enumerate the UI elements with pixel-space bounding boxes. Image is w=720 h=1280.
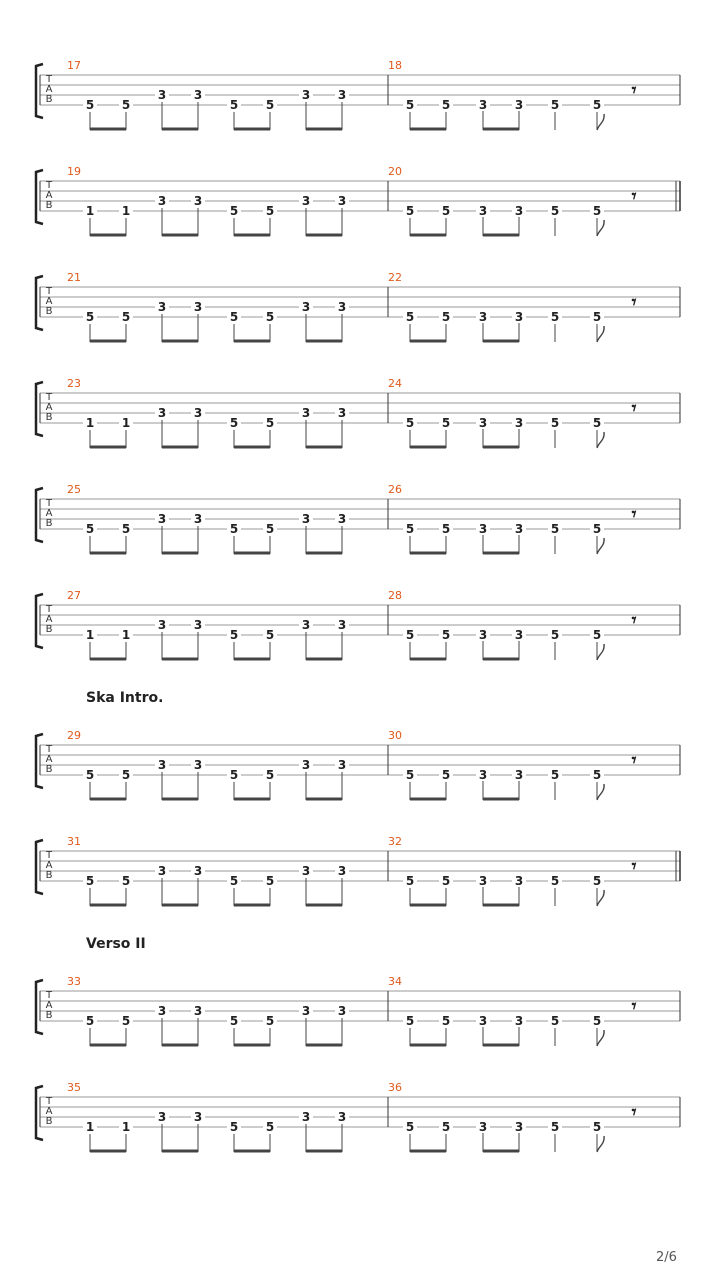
fret-number: 3 bbox=[335, 89, 349, 101]
fret-number: 3 bbox=[476, 99, 490, 111]
fret-number: 5 bbox=[227, 417, 241, 429]
staff-svg bbox=[0, 60, 720, 160]
fret-number: 5 bbox=[119, 875, 133, 887]
note-flag bbox=[597, 890, 604, 906]
fret-number: 5 bbox=[403, 1015, 417, 1027]
tab-clef-letter: A bbox=[45, 860, 53, 871]
note-flag bbox=[597, 644, 604, 660]
fret-number: 5 bbox=[227, 99, 241, 111]
fret-number: 5 bbox=[590, 205, 604, 217]
fret-number: 5 bbox=[590, 629, 604, 641]
tab-clef-letter: B bbox=[45, 94, 53, 105]
fret-number: 5 bbox=[403, 875, 417, 887]
fret-number: 5 bbox=[263, 875, 277, 887]
fret-number: 5 bbox=[263, 417, 277, 429]
fret-number: 5 bbox=[590, 1015, 604, 1027]
eighth-rest-icon: 𝄾 bbox=[631, 856, 637, 877]
fret-number: 5 bbox=[403, 629, 417, 641]
eighth-rest-icon: 𝄾 bbox=[631, 610, 637, 631]
fret-number: 5 bbox=[83, 523, 97, 535]
measure-number: 36 bbox=[388, 1081, 402, 1094]
fret-number: 5 bbox=[439, 1121, 453, 1133]
staff-system bbox=[0, 272, 720, 372]
fret-number: 5 bbox=[263, 205, 277, 217]
measure-number: 29 bbox=[67, 729, 81, 742]
fret-number: 1 bbox=[119, 417, 133, 429]
fret-number: 3 bbox=[335, 513, 349, 525]
fret-number: 3 bbox=[476, 523, 490, 535]
eighth-rest-icon: 𝄾 bbox=[631, 750, 637, 771]
page-number: 2/6 bbox=[656, 1250, 677, 1265]
fret-number: 3 bbox=[191, 195, 205, 207]
staff-system bbox=[0, 976, 720, 1076]
tab-clef-letter: T bbox=[45, 498, 53, 509]
fret-number: 3 bbox=[476, 1015, 490, 1027]
tab-clef-letter: B bbox=[45, 306, 53, 317]
fret-number: 5 bbox=[119, 769, 133, 781]
measure-number: 25 bbox=[67, 483, 81, 496]
tab-clef-letter: A bbox=[45, 190, 53, 201]
staff-svg bbox=[0, 1082, 720, 1182]
fret-number: 5 bbox=[119, 523, 133, 535]
fret-number: 1 bbox=[119, 1121, 133, 1133]
fret-number: 3 bbox=[191, 407, 205, 419]
fret-number: 3 bbox=[191, 1005, 205, 1017]
fret-number: 5 bbox=[439, 769, 453, 781]
staff-svg bbox=[0, 836, 720, 936]
tab-clef-letter: T bbox=[45, 180, 53, 191]
fret-number: 5 bbox=[403, 205, 417, 217]
measure-number: 35 bbox=[67, 1081, 81, 1094]
fret-number: 1 bbox=[119, 205, 133, 217]
note-flag bbox=[597, 784, 604, 800]
fret-number: 3 bbox=[512, 1121, 526, 1133]
fret-number: 5 bbox=[439, 629, 453, 641]
eighth-rest-icon: 𝄾 bbox=[631, 398, 637, 419]
staff-system bbox=[0, 378, 720, 478]
note-flag bbox=[597, 220, 604, 236]
fret-number: 5 bbox=[590, 99, 604, 111]
fret-number: 3 bbox=[512, 1015, 526, 1027]
measure-number: 18 bbox=[388, 59, 402, 72]
staff-svg bbox=[0, 484, 720, 584]
fret-number: 3 bbox=[299, 865, 313, 877]
fret-number: 5 bbox=[403, 769, 417, 781]
fret-number: 3 bbox=[299, 619, 313, 631]
fret-number: 3 bbox=[512, 523, 526, 535]
fret-number: 3 bbox=[512, 769, 526, 781]
staff-system bbox=[0, 836, 720, 936]
fret-number: 5 bbox=[83, 769, 97, 781]
fret-number: 5 bbox=[227, 1015, 241, 1027]
tab-clef-letter: T bbox=[45, 604, 53, 615]
tab-clef-letter: A bbox=[45, 1000, 53, 1011]
tab-clef-letter: T bbox=[45, 1096, 53, 1107]
measure-number: 33 bbox=[67, 975, 81, 988]
fret-number: 3 bbox=[512, 875, 526, 887]
fret-number: 5 bbox=[83, 875, 97, 887]
fret-number: 5 bbox=[439, 311, 453, 323]
measure-number: 34 bbox=[388, 975, 402, 988]
fret-number: 3 bbox=[476, 417, 490, 429]
measure-number: 30 bbox=[388, 729, 402, 742]
fret-number: 3 bbox=[299, 1005, 313, 1017]
fret-number: 5 bbox=[403, 523, 417, 535]
fret-number: 5 bbox=[227, 629, 241, 641]
fret-number: 5 bbox=[119, 99, 133, 111]
staff-system bbox=[0, 590, 720, 690]
tab-clef-letter: B bbox=[45, 200, 53, 211]
staff-svg bbox=[0, 166, 720, 266]
fret-number: 5 bbox=[263, 1015, 277, 1027]
measure-number: 23 bbox=[67, 377, 81, 390]
measure-number: 17 bbox=[67, 59, 81, 72]
fret-number: 3 bbox=[512, 99, 526, 111]
fret-number: 3 bbox=[299, 301, 313, 313]
fret-number: 5 bbox=[263, 99, 277, 111]
fret-number: 3 bbox=[335, 407, 349, 419]
fret-number: 5 bbox=[439, 875, 453, 887]
fret-number: 5 bbox=[119, 1015, 133, 1027]
fret-number: 5 bbox=[403, 99, 417, 111]
eighth-rest-icon: 𝄾 bbox=[631, 1102, 637, 1123]
fret-number: 3 bbox=[299, 513, 313, 525]
fret-number: 3 bbox=[335, 195, 349, 207]
fret-number: 5 bbox=[548, 523, 562, 535]
measure-number: 20 bbox=[388, 165, 402, 178]
tab-clef-letter: A bbox=[45, 754, 53, 765]
fret-number: 3 bbox=[191, 301, 205, 313]
fret-number: 5 bbox=[227, 769, 241, 781]
fret-number: 5 bbox=[590, 523, 604, 535]
fret-number: 3 bbox=[191, 89, 205, 101]
measure-number: 31 bbox=[67, 835, 81, 848]
tab-clef-letter: A bbox=[45, 614, 53, 625]
fret-number: 1 bbox=[83, 205, 97, 217]
fret-number: 5 bbox=[548, 417, 562, 429]
fret-number: 3 bbox=[155, 1111, 169, 1123]
fret-number: 5 bbox=[227, 311, 241, 323]
measure-number: 27 bbox=[67, 589, 81, 602]
fret-number: 5 bbox=[263, 1121, 277, 1133]
staff-system bbox=[0, 60, 720, 160]
fret-number: 3 bbox=[335, 865, 349, 877]
fret-number: 5 bbox=[227, 1121, 241, 1133]
staff-svg bbox=[0, 976, 720, 1076]
fret-number: 3 bbox=[476, 311, 490, 323]
tab-clef-letter: T bbox=[45, 392, 53, 403]
staff-svg bbox=[0, 590, 720, 690]
fret-number: 1 bbox=[83, 629, 97, 641]
fret-number: 3 bbox=[335, 1111, 349, 1123]
fret-number: 3 bbox=[299, 407, 313, 419]
tab-clef-letter: B bbox=[45, 764, 53, 775]
measure-number: 24 bbox=[388, 377, 402, 390]
fret-number: 5 bbox=[119, 311, 133, 323]
fret-number: 3 bbox=[155, 513, 169, 525]
fret-number: 3 bbox=[335, 1005, 349, 1017]
fret-number: 3 bbox=[299, 195, 313, 207]
tab-clef-letter: T bbox=[45, 850, 53, 861]
fret-number: 5 bbox=[548, 1015, 562, 1027]
fret-number: 5 bbox=[403, 417, 417, 429]
fret-number: 3 bbox=[299, 759, 313, 771]
note-flag bbox=[597, 538, 604, 554]
tab-clef-letter: A bbox=[45, 508, 53, 519]
fret-number: 5 bbox=[590, 1121, 604, 1133]
eighth-rest-icon: 𝄾 bbox=[631, 80, 637, 101]
tab-clef-letter: T bbox=[45, 744, 53, 755]
fret-number: 5 bbox=[548, 99, 562, 111]
fret-number: 3 bbox=[335, 619, 349, 631]
fret-number: 3 bbox=[335, 301, 349, 313]
fret-number: 3 bbox=[191, 513, 205, 525]
staff-system bbox=[0, 484, 720, 584]
fret-number: 5 bbox=[590, 875, 604, 887]
measure-number: 19 bbox=[67, 165, 81, 178]
fret-number: 5 bbox=[439, 205, 453, 217]
tab-clef-letter: A bbox=[45, 1106, 53, 1117]
fret-number: 5 bbox=[83, 99, 97, 111]
note-flag bbox=[597, 1136, 604, 1152]
staff-system bbox=[0, 1082, 720, 1182]
fret-number: 5 bbox=[83, 311, 97, 323]
tab-clef-letter: B bbox=[45, 518, 53, 529]
fret-number: 5 bbox=[439, 523, 453, 535]
fret-number: 5 bbox=[227, 523, 241, 535]
tab-clef-letter: A bbox=[45, 84, 53, 95]
note-flag bbox=[597, 432, 604, 448]
tab-clef-letter: T bbox=[45, 286, 53, 297]
fret-number: 3 bbox=[512, 629, 526, 641]
fret-number: 3 bbox=[512, 205, 526, 217]
measure-number: 26 bbox=[388, 483, 402, 496]
fret-number: 3 bbox=[476, 875, 490, 887]
tab-clef-letter: A bbox=[45, 402, 53, 413]
measure-number: 28 bbox=[388, 589, 402, 602]
measure-number: 21 bbox=[67, 271, 81, 284]
fret-number: 3 bbox=[155, 407, 169, 419]
fret-number: 3 bbox=[476, 629, 490, 641]
tab-clef-letter: A bbox=[45, 296, 53, 307]
fret-number: 3 bbox=[476, 769, 490, 781]
eighth-rest-icon: 𝄾 bbox=[631, 504, 637, 525]
fret-number: 5 bbox=[83, 1015, 97, 1027]
eighth-rest-icon: 𝄾 bbox=[631, 292, 637, 313]
fret-number: 3 bbox=[476, 1121, 490, 1133]
staff-system bbox=[0, 166, 720, 266]
fret-number: 5 bbox=[403, 1121, 417, 1133]
fret-number: 1 bbox=[83, 417, 97, 429]
eighth-rest-icon: 𝄾 bbox=[631, 186, 637, 207]
tab-clef-letter: B bbox=[45, 1010, 53, 1021]
fret-number: 5 bbox=[590, 769, 604, 781]
fret-number: 3 bbox=[155, 619, 169, 631]
fret-number: 3 bbox=[476, 205, 490, 217]
fret-number: 5 bbox=[263, 629, 277, 641]
measure-number: 32 bbox=[388, 835, 402, 848]
staff-svg bbox=[0, 378, 720, 478]
fret-number: 5 bbox=[548, 769, 562, 781]
fret-number: 5 bbox=[403, 311, 417, 323]
tab-clef-letter: T bbox=[45, 74, 53, 85]
fret-number: 5 bbox=[548, 205, 562, 217]
section-label: Ska Intro. bbox=[86, 690, 164, 706]
fret-number: 3 bbox=[191, 759, 205, 771]
fret-number: 5 bbox=[263, 523, 277, 535]
fret-number: 5 bbox=[227, 875, 241, 887]
fret-number: 1 bbox=[119, 629, 133, 641]
measure-number: 22 bbox=[388, 271, 402, 284]
tab-clef-letter: B bbox=[45, 870, 53, 881]
staff-svg bbox=[0, 272, 720, 372]
fret-number: 5 bbox=[548, 311, 562, 323]
fret-number: 5 bbox=[439, 1015, 453, 1027]
tab-clef-letter: B bbox=[45, 412, 53, 423]
fret-number: 3 bbox=[155, 195, 169, 207]
fret-number: 1 bbox=[83, 1121, 97, 1133]
fret-number: 3 bbox=[512, 311, 526, 323]
fret-number: 3 bbox=[512, 417, 526, 429]
fret-number: 5 bbox=[548, 875, 562, 887]
fret-number: 5 bbox=[439, 417, 453, 429]
note-flag bbox=[597, 114, 604, 130]
note-flag bbox=[597, 1030, 604, 1046]
staff-svg bbox=[0, 730, 720, 830]
fret-number: 5 bbox=[263, 311, 277, 323]
fret-number: 3 bbox=[191, 865, 205, 877]
fret-number: 3 bbox=[191, 1111, 205, 1123]
fret-number: 3 bbox=[299, 89, 313, 101]
fret-number: 3 bbox=[155, 1005, 169, 1017]
fret-number: 5 bbox=[548, 629, 562, 641]
fret-number: 5 bbox=[590, 417, 604, 429]
fret-number: 3 bbox=[155, 865, 169, 877]
fret-number: 5 bbox=[590, 311, 604, 323]
fret-number: 3 bbox=[299, 1111, 313, 1123]
tab-clef-letter: T bbox=[45, 990, 53, 1001]
section-label: Verso II bbox=[86, 936, 146, 952]
fret-number: 3 bbox=[155, 759, 169, 771]
fret-number: 3 bbox=[191, 619, 205, 631]
fret-number: 5 bbox=[548, 1121, 562, 1133]
fret-number: 5 bbox=[227, 205, 241, 217]
staff-system bbox=[0, 730, 720, 830]
tab-clef-letter: B bbox=[45, 624, 53, 635]
note-flag bbox=[597, 326, 604, 342]
fret-number: 5 bbox=[439, 99, 453, 111]
fret-number: 5 bbox=[263, 769, 277, 781]
tab-clef-letter: B bbox=[45, 1116, 53, 1127]
fret-number: 3 bbox=[335, 759, 349, 771]
fret-number: 3 bbox=[155, 301, 169, 313]
eighth-rest-icon: 𝄾 bbox=[631, 996, 637, 1017]
fret-number: 3 bbox=[155, 89, 169, 101]
